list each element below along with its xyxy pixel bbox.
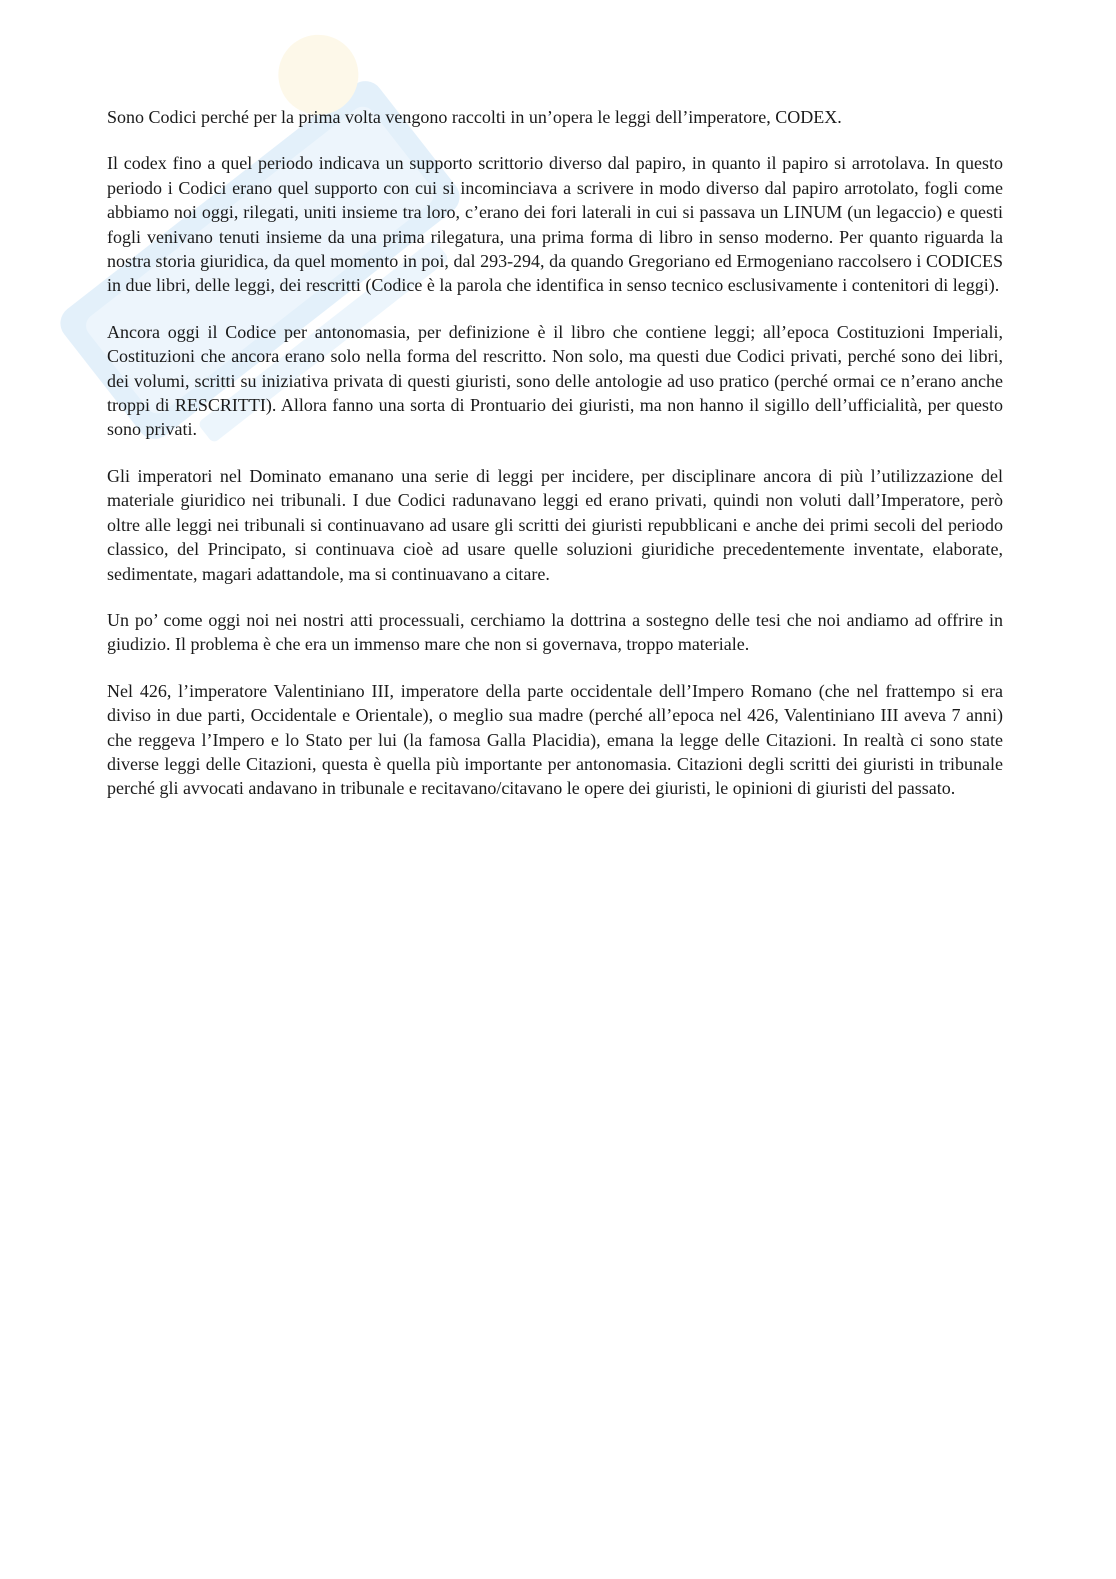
paragraph-4: Gli imperatori nel Dominato emanano una serie di leggi per incidere, per disciplinare ancora di più l’utilizzazione del materiale giuridico nei tribunali. I due Codici radunavano leggi ed erano privati, quindi non voluti dall’Imperatore, però oltre alle leggi nei tribunali si continuavano ad usare gli scritti dei giuristi repubblicani e anche dei primi secoli del periodo classico, del Principato, si continuava cioè ad usare quelle soluzioni giuridiche precedentemente inventate, elaborate, sedimentate, magari adattandole, ma si continuavano a citare. [107, 465, 1003, 584]
paragraph-5: Un po’ come oggi noi nei nostri atti processuali, cerchiamo la dottrina a sostegno delle tesi che noi andiamo ad offrire in giudizio. Il problema è che era un immenso mare che non si governava, troppo materiale. [107, 609, 1003, 655]
paragraph-6: Nel 426, l’imperatore Valentiniano III, imperatore della parte occidentale dell’Impero Romano (che nel frattempo si era diviso in due parti, Occidentale e Orientale), o meglio sua madre (perché all’epoca nel 426, Valentiniano III aveva 7 anni) che reggeva l’Impero e lo Stato per lui (la famosa Galla Placidia), emana la legge delle Citazioni. In realtà ci sono state diverse leggi delle Citazioni, questa è quella più importante per antonomasia. Citazioni degli scritti dei giuristi in tribunale perché gli avvocati andavano in tribunale e recitavano/citavano le opere dei giuristi, le opinioni di giuristi del passato. [107, 680, 1003, 799]
paragraph-1: Sono Codici perché per la prima volta vengono raccolti in un’opera le leggi dell’imperatore, CODEX. [107, 107, 842, 127]
paragraph-2: Il codex fino a quel periodo indicava un supporto scrittorio diverso dal papiro, in quanto il papiro si arrotolava. In questo periodo i Codici erano quel supporto con cui si incominciava a scrivere in modo diverso dal papiro arrotolato, fogli come abbiamo noi oggi, rilegati, uniti insieme tra loro, c’erano dei fori laterali in cui si passava un LINUM (un legaccio) e questi fogli venivano tenuti insieme da una prima rilegatura, una prima forma di libro in senso moderno. Per quanto riguarda la nostra storia giuridica, da quel momento in poi, dal 293-294, da quando Gregoriano ed Ermogeniano raccolsero i CODICES in due libri, delle leggi, dei rescritti (Codice è la parola che identifica in senso tecnico esclusivamente i contenitori di leggi). [107, 153, 1003, 296]
document-body [107, 105, 1003, 823]
paragraph-3: Ancora oggi il Codice per antonomasia, per definizione è il libro che contiene leggi; all’epoca Costituzioni Imperiali, Costituzioni che ancora erano solo nella forma del rescritto. Non solo, ma questi due Codici privati, perché sono dei libri, dei volumi, scritti su iniziativa privata di questi giuristi, sono delle antologie ad uso pratico (perché ormai ce n’erano anche troppi di RESCRITTI). Allora fanno una sorta di Prontuario dei giuristi, ma non hanno il sigillo dell’ufficialità, per questo sono privati. [107, 321, 1003, 440]
